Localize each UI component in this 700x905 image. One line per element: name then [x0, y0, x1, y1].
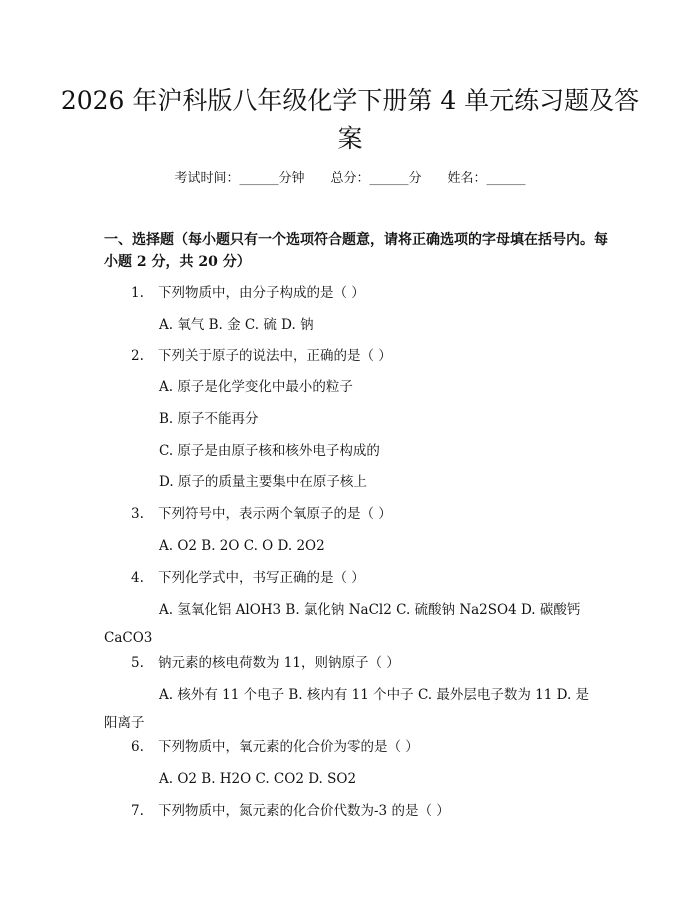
question-number: 7. — [131, 803, 144, 819]
exam-meta — [0, 169, 700, 189]
question-number: 6. — [131, 739, 144, 755]
question-text: 下列物质中，氮元素的化合价代数为-3 的是（ ） — [158, 803, 450, 819]
question-number: 3. — [131, 506, 144, 522]
question — [131, 283, 365, 303]
question — [131, 568, 365, 588]
question-option: A. 氢氧化铝 AlOH3 B. 氯化钠 NaCl2 C. 硫酸钠 Na2SO4 D. 碳酸钙 CaCO3 — [104, 602, 581, 646]
question-text: 下列关于原子的说法中，正确的是（ ） — [158, 348, 392, 364]
question-number: 4. — [131, 570, 144, 586]
question-option: A. O2 B. H2O C. CO2 D. SO2 — [159, 771, 357, 787]
question-text: 下列化学式中，书写正确的是（ ） — [158, 570, 365, 586]
exam-score: 总分：______分 — [330, 171, 422, 186]
question-text: 下列物质中，由分子构成的是（ ） — [158, 285, 365, 301]
question-option: A. O2 B. 2O C. O D. 2O2 — [159, 538, 325, 554]
question-option: A. 原子是化学变化中最小的粒子 — [159, 379, 353, 395]
question-option: B. 原子不能再分 — [159, 411, 259, 427]
question-number: 1. — [131, 285, 144, 301]
question — [131, 346, 392, 366]
section-title: 一、选择题（每小题只有一个选项符合题意，请将正确选项的字母填在括号内。每小题 2 分，共 20 分） — [104, 232, 608, 270]
question-number: 2. — [131, 348, 144, 364]
question-option: A. 核外有 11 个电子 B. 核内有 11 个中子 C. 最外层电子数为 11 D. 是阳离子 — [104, 687, 590, 731]
page-title: 2026 年沪科版八年级化学下册第 4 单元练习题及答案 — [60, 86, 640, 153]
question-text: 下列物质中，氧元素的化合价为零的是（ ） — [158, 739, 419, 755]
question-option: D. 原子的质量主要集中在原子核上 — [159, 474, 367, 490]
exam-time: 考试时间：______分钟 — [174, 171, 305, 186]
question — [131, 801, 450, 821]
question — [131, 737, 419, 757]
question-option: A. 氧气 B. 金 C. 硫 D. 钠 — [159, 317, 314, 333]
question-text: 钠元素的核电荷数为 11，则钠原子（ ） — [158, 655, 400, 671]
question — [131, 504, 392, 524]
question-option: C. 原子是由原子核和核外电子构成的 — [159, 443, 380, 459]
question-number: 5. — [131, 655, 144, 671]
question — [131, 653, 400, 673]
question-text: 下列符号中，表示两个氧原子的是（ ） — [158, 506, 392, 522]
student-name: 姓名：______ — [447, 171, 526, 186]
